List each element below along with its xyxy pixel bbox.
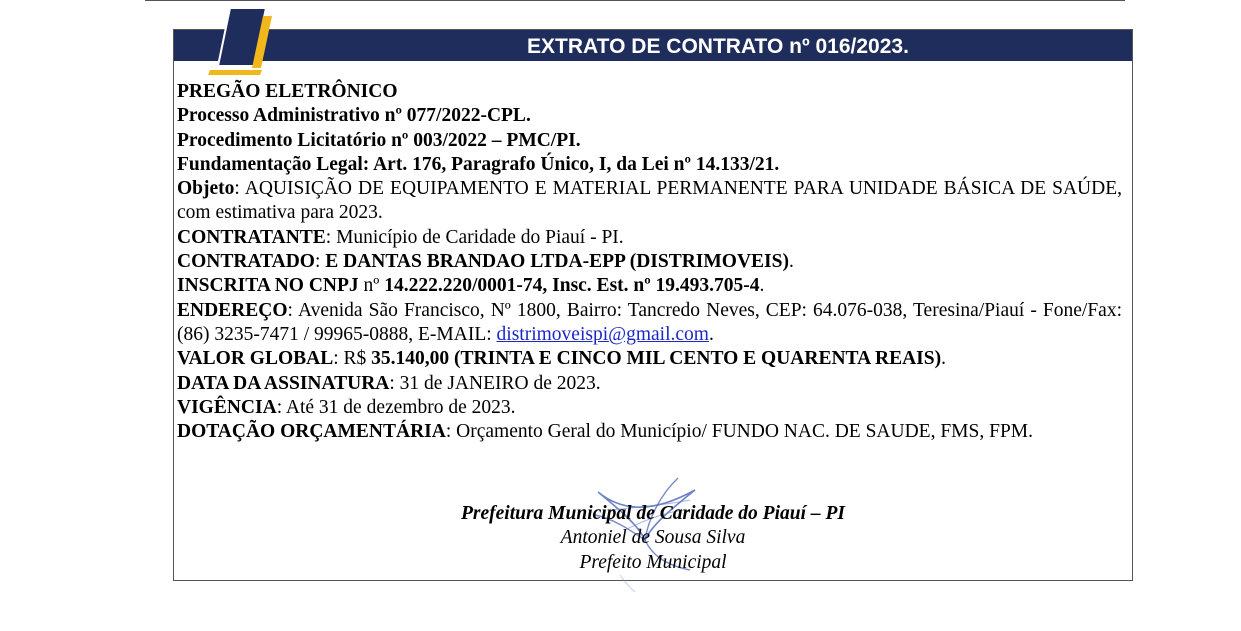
process-line: Processo Administrativo nº 077/2022-CPL. bbox=[177, 105, 531, 127]
address-end: . bbox=[708, 323, 714, 345]
budget-paragraph bbox=[177, 420, 1122, 444]
email-link[interactable]: distrimoveispi@gmail.com bbox=[496, 323, 709, 345]
validity-label: VIGÊNCIA bbox=[177, 396, 277, 418]
signature-name: Antoniel de Sousa Silva bbox=[560, 527, 746, 549]
contracted-end: . bbox=[788, 251, 794, 273]
validity-text: : Até 31 de dezembro de 2023. bbox=[276, 396, 516, 418]
legal-basis-line: Fundamentação Legal: Art. 176, Paragrafo Único, I, da Lei nº 14.133/21. bbox=[177, 153, 780, 175]
cnpj-end: . bbox=[759, 275, 765, 297]
object-text: : AQUISIÇÃO DE EQUIPAMENTO E MATERIAL PERMANENTE PARA UNIDADE BÁSICA DE SAÚDE, com estimativa para 2023. bbox=[177, 178, 1122, 224]
validity-paragraph bbox=[177, 396, 1122, 420]
contracted-sep: : bbox=[314, 251, 326, 273]
budget-text: : Orçamento Geral do Município/ FUNDO NAC. DE SAUDE, FMS, FPM. bbox=[445, 421, 1034, 443]
contracted-paragraph bbox=[177, 250, 1122, 274]
address-text: : Avenida São Francisco, Nº 1800, Bairro: Tancredo Neves, CEP: 64.076-038, Teresina/Piauí - Fone/Fax: (86) 3235-7471 / 99965-0888, E-MAIL: bbox=[177, 299, 1122, 345]
procedure-line: Procedimento Licitatório nº 003/2022 – PMC/PI. bbox=[177, 129, 581, 151]
value-amount: 35.140,00 (TRINTA E CINCO MIL CENTO E QUARENTA REAIS) bbox=[371, 348, 942, 370]
signature-date-paragraph bbox=[177, 372, 1122, 396]
address-label: ENDEREÇO bbox=[177, 299, 288, 321]
logo-icon bbox=[200, 6, 280, 76]
contractor-text: : Município de Caridade do Piauí - PI. bbox=[325, 226, 624, 248]
contractor-label: CONTRATANTE bbox=[177, 226, 326, 248]
signature-block bbox=[173, 502, 1133, 575]
value-end: . bbox=[941, 348, 946, 370]
value-label: VALOR GLOBAL bbox=[177, 348, 334, 370]
modality-line: PREGÃO ELETRÔNICO bbox=[177, 81, 398, 102]
header-title: EXTRATO DE CONTRATO nº 016/2023. bbox=[527, 35, 909, 58]
cnpj-mid: nº bbox=[358, 275, 385, 297]
signature-date-text: : 31 de JANEIRO de 2023. bbox=[389, 372, 601, 394]
address-paragraph bbox=[177, 299, 1122, 348]
signature-role: Prefeito Municipal bbox=[579, 551, 727, 573]
budget-label: DOTAÇÃO ORÇAMENTÁRIA bbox=[177, 421, 446, 443]
cnpj-value: 14.222.220/0001-74, Insc. Est. nº 19.493.705-4 bbox=[384, 275, 760, 297]
signature-organization: Prefeitura Municipal de Caridade do Piauí – PI bbox=[460, 503, 846, 524]
contractor-paragraph bbox=[177, 226, 1122, 250]
contracted-label: CONTRATADO bbox=[177, 251, 315, 273]
contracted-value: E DANTAS BRANDAO LTDA-EPP (DISTRIMOVEIS) bbox=[325, 251, 789, 273]
signature-date-label: DATA DA ASSINATURA bbox=[177, 372, 390, 394]
value-mid: : R$ bbox=[333, 348, 372, 370]
value-paragraph bbox=[177, 347, 1122, 371]
contract-body bbox=[177, 80, 1122, 444]
cnpj-paragraph bbox=[177, 274, 1122, 298]
object-paragraph bbox=[177, 177, 1122, 226]
top-rule bbox=[145, 0, 1125, 1]
object-label: Objeto bbox=[177, 178, 235, 200]
cnpj-label: INSCRITA NO CNPJ bbox=[177, 275, 359, 297]
